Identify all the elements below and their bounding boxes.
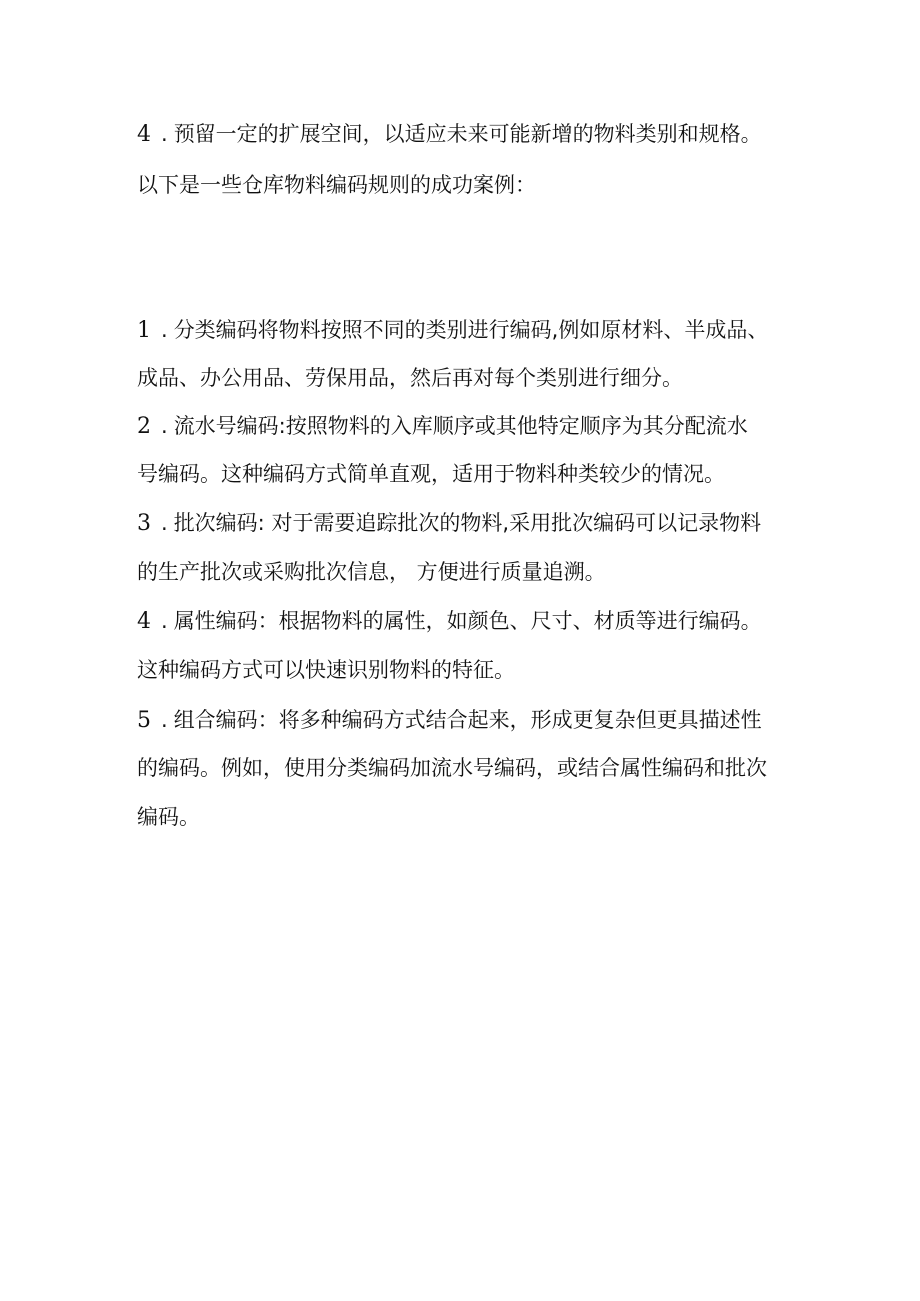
item-number: 1 bbox=[137, 318, 151, 343]
intro-item-4 bbox=[137, 119, 817, 150]
case-5-line-2: 的编码。例如，使用分类编码加流水号编码，或结合属性编码和批次 bbox=[137, 756, 767, 780]
item-text: 属性编码：根据物料的属性，如颜色、尺寸、材质等进行编码。 bbox=[173, 609, 762, 633]
case-3-line-1 bbox=[137, 508, 817, 539]
item-text: 预留一定的扩展空间，以适应未来可能新增的物料类别和规格。 bbox=[173, 122, 762, 146]
item-dot: . bbox=[161, 414, 168, 438]
item-dot: . bbox=[161, 122, 168, 146]
case-1-line-2: 成品、办公用品、劳保用品，然后再对每个类别进行细分。 bbox=[137, 366, 683, 390]
case-3-line-2: 的生产批次或采购批次信息， 方便进行质量追溯。 bbox=[137, 560, 606, 584]
item-dot: . bbox=[161, 318, 168, 342]
item-number: 3 bbox=[137, 511, 151, 536]
item-number: 4 bbox=[137, 609, 151, 634]
case-4-line-2: 这种编码方式可以快速识别物料的特征。 bbox=[137, 658, 515, 682]
item-dot: . bbox=[161, 511, 168, 535]
item-text: 批次编码: 对于需要追踪批次的物料,采用批次编码可以记录物料 bbox=[173, 511, 762, 535]
intro-lead: 以下是一些仓库物料编码规则的成功案例： bbox=[137, 173, 536, 197]
case-1-line-1 bbox=[137, 315, 817, 346]
item-text: 组合编码：将多种编码方式结合起来，形成更复杂但更具描述性 bbox=[173, 708, 762, 732]
item-dot: . bbox=[161, 708, 168, 732]
case-4-line-1 bbox=[137, 606, 817, 637]
item-number: 5 bbox=[137, 708, 151, 733]
item-number: 2 bbox=[137, 414, 151, 439]
case-5-line-3: 编码。 bbox=[137, 805, 200, 829]
item-text: 流水号编码:按照物料的入库顺序或其他特定顺序为其分配流水 bbox=[173, 414, 748, 438]
case-5-line-1 bbox=[137, 705, 817, 736]
item-text: 分类编码将物料按照不同的类别进行编码,例如原材料、半成品、 bbox=[173, 318, 769, 342]
case-2-line-2: 号编码。这种编码方式简单直观，适用于物料种类较少的情况。 bbox=[137, 462, 725, 486]
item-number: 4 bbox=[137, 122, 151, 147]
item-dot: . bbox=[161, 609, 168, 633]
case-2-line-1 bbox=[137, 411, 817, 442]
